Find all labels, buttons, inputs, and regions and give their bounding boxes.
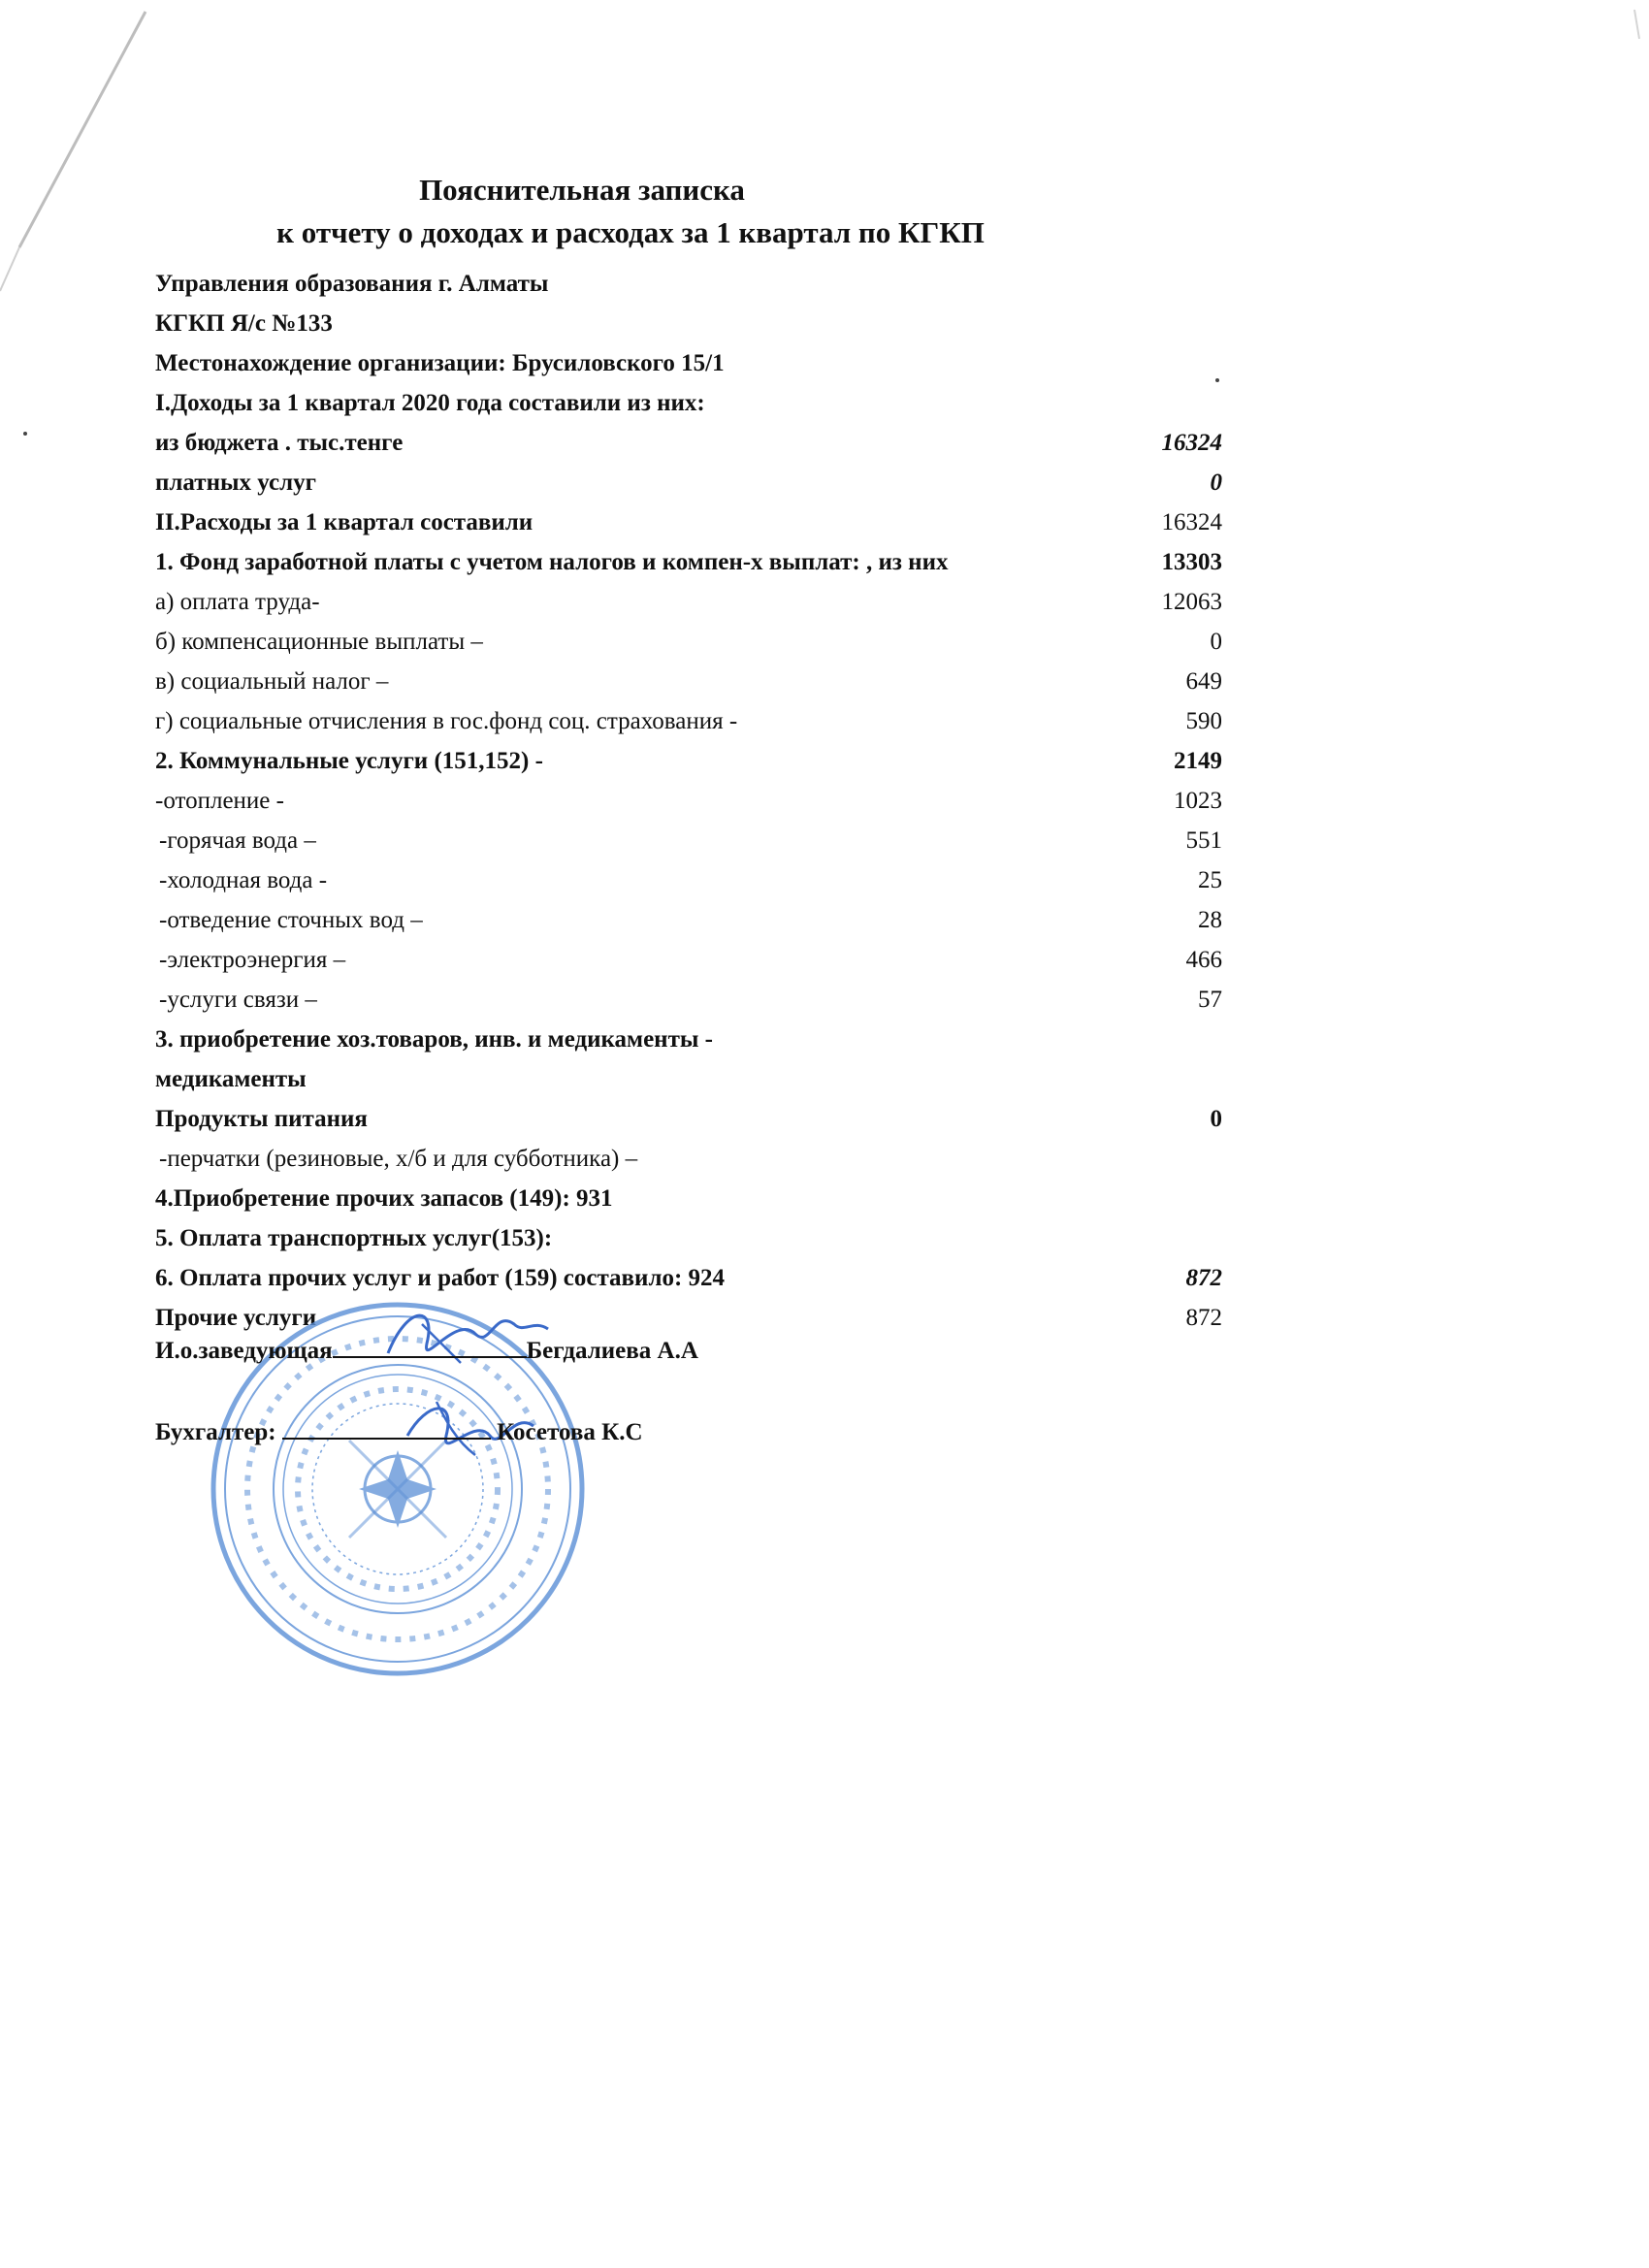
- expenses-total: 16324: [1161, 509, 1222, 535]
- supplies-row: [155, 1020, 1222, 1059]
- payroll-item-label: в) социальный налог –: [155, 668, 389, 695]
- report-body: [155, 264, 1222, 1338]
- supplies-medicine-label: медикаменты: [155, 1066, 307, 1092]
- page-subtitle: к отчету о доходах и расходах за 1 квартал по КГКП: [276, 215, 985, 249]
- supplies-gloves-row: [155, 1139, 1222, 1179]
- utilities-item-value: 466: [1185, 947, 1222, 973]
- utilities-item-label: -горячая вода –: [159, 827, 316, 854]
- org-location: Местонахождение организации: Брусиловского 15/1: [155, 350, 725, 376]
- list-item: [155, 701, 1222, 741]
- transport-label: 5. Оплата транспортных услуг(153):: [155, 1225, 553, 1251]
- list-item: [155, 821, 1222, 860]
- page-title: Пояснительная записка: [419, 173, 745, 207]
- list-item: [155, 781, 1222, 821]
- utilities-item-value: 25: [1198, 867, 1222, 893]
- accountant-role: Бухгалтер:: [155, 1419, 276, 1445]
- list-item: [155, 582, 1222, 622]
- org-department-row: [155, 264, 1222, 304]
- supplies-food-row: [155, 1099, 1222, 1139]
- utilities-item-label: -услуги связи –: [159, 987, 317, 1013]
- income-paid-label: платных услуг: [155, 470, 316, 496]
- list-item: [155, 662, 1222, 701]
- income-paid-value: 0: [1210, 470, 1222, 496]
- income-budget-label: из бюджета . тыс.тенге: [155, 430, 404, 456]
- expenses-heading-row: [155, 502, 1222, 542]
- other-stock-row: [155, 1179, 1222, 1218]
- supplies-gloves-label: -перчатки (резиновые, х/б и для субботника) –: [159, 1146, 638, 1172]
- income-heading-row: [155, 383, 1222, 423]
- payroll-value: 13303: [1161, 549, 1222, 575]
- payroll-item-value: 590: [1185, 708, 1222, 734]
- scan-speck: [1215, 378, 1219, 382]
- other-services-label: 6. Оплата прочих услуг и работ (159) составило: 924: [155, 1265, 726, 1291]
- utilities-item-value: 28: [1198, 907, 1222, 933]
- utilities-row: [155, 741, 1222, 781]
- utilities-item-value: 1023: [1174, 788, 1222, 814]
- supplies-food-value: 0: [1210, 1106, 1222, 1132]
- utilities-item-value: 551: [1185, 827, 1222, 854]
- utilities-label: 2. Коммунальные услуги (151,152) -: [155, 748, 543, 774]
- head-name: Бегдалиева А.А: [526, 1338, 698, 1364]
- utilities-item-label: -отопление -: [155, 788, 284, 814]
- accountant-name: Косетова К.С: [497, 1419, 643, 1445]
- list-item: [155, 860, 1222, 900]
- payroll-label: 1. Фонд заработной платы с учетом налогов и компен-х выплат: , из них: [155, 549, 949, 575]
- income-budget-value: 16324: [1161, 430, 1222, 456]
- other-services-sub-label: Прочие услуги: [155, 1305, 317, 1331]
- scan-speck: [23, 432, 27, 436]
- payroll-item-value: 12063: [1161, 589, 1222, 615]
- income-budget-row: [155, 423, 1222, 463]
- head-signature-line: [155, 1337, 698, 1365]
- other-stock-label: 4.Приобретение прочих запасов (149): 931: [155, 1185, 613, 1212]
- transport-row: [155, 1218, 1222, 1258]
- income-paid-row: [155, 463, 1222, 502]
- list-item: [155, 980, 1222, 1020]
- org-name: КГКП Я/с №133: [155, 310, 333, 337]
- payroll-item-label: а) оплата труда-: [155, 589, 320, 615]
- accountant-signature-line: [155, 1418, 643, 1446]
- payroll-item-label: б) компенсационные выплаты –: [155, 629, 483, 655]
- payroll-item-value: 0: [1210, 629, 1222, 655]
- income-heading: I.Доходы за 1 квартал 2020 года составили из них:: [155, 390, 705, 416]
- supplies-medicine-row: [155, 1059, 1222, 1099]
- other-services-sub-value: 872: [1185, 1305, 1222, 1331]
- list-item: [155, 622, 1222, 662]
- supplies-label: 3. приобретение хоз.товаров, инв. и медикаменты -: [155, 1026, 713, 1053]
- other-services-row: [155, 1258, 1222, 1298]
- supplies-food-label: Продукты питания: [155, 1106, 368, 1132]
- org-department: Управления образования г. Алматы: [155, 271, 549, 297]
- utilities-item-label: -отведение сточных вод –: [159, 907, 423, 933]
- list-item: [155, 900, 1222, 940]
- accountant-signature-underline: [282, 1418, 491, 1440]
- list-item: [155, 940, 1222, 980]
- expenses-heading: II.Расходы за 1 квартал составили: [155, 509, 534, 535]
- payroll-row: [155, 542, 1222, 582]
- org-name-row: [155, 304, 1222, 343]
- head-role: И.о.заведующая: [155, 1338, 333, 1364]
- org-location-row: [155, 343, 1222, 383]
- utilities-item-label: -холодная вода -: [159, 867, 328, 893]
- utilities-item-label: -электроэнергия –: [159, 947, 346, 973]
- other-services-value: 872: [1185, 1265, 1222, 1291]
- payroll-item-label: г) социальные отчисления в гос.фонд соц. страхования -: [155, 708, 738, 734]
- payroll-item-value: 649: [1185, 668, 1222, 695]
- utilities-value: 2149: [1174, 748, 1222, 774]
- utilities-item-value: 57: [1198, 987, 1222, 1013]
- head-signature-underline: [333, 1337, 527, 1358]
